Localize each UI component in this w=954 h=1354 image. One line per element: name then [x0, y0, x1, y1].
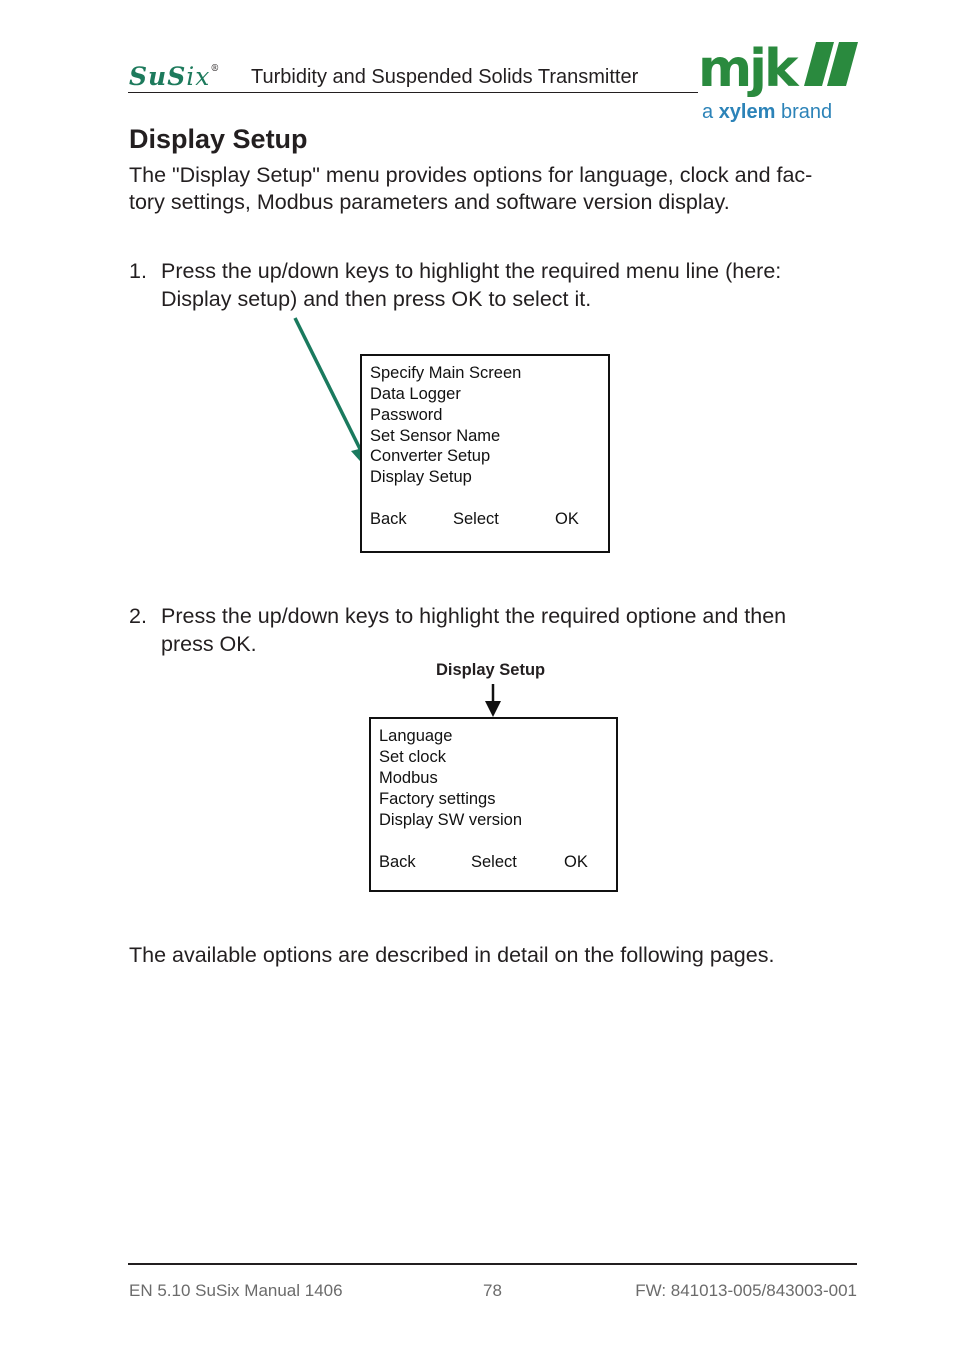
step-text: Press the up/down keys to highlight the required optione and then press OK. — [161, 604, 787, 656]
menu-line: Set Sensor Name — [370, 427, 501, 445]
step-number: 1. — [129, 259, 147, 283]
menu-line-highlighted: Display Setup — [370, 468, 472, 486]
softkey-ok: OK — [564, 853, 588, 871]
susix-logo-bold: SuS — [129, 62, 187, 91]
step-text: Press the up/down keys to highlight the required menu line (here: Display setup) and then press OK to select it. — [161, 259, 782, 311]
menu-line: Modbus — [379, 769, 438, 787]
pointer-arrow-shaft — [295, 318, 363, 455]
footer-firmware: FW: 841013-005/843003-001 — [635, 1281, 857, 1300]
header-rule — [128, 92, 698, 93]
menu-line: Factory settings — [379, 790, 496, 808]
menu-line: Specify Main Screen — [370, 364, 522, 382]
softkey-back: Back — [370, 510, 407, 528]
xylem-tagline — [702, 101, 832, 124]
closing-paragraph: The available options are described in detail on the following pages. — [129, 943, 775, 967]
menu-line: Language — [379, 727, 453, 745]
page-number: 78 — [483, 1281, 502, 1300]
susix-logo — [129, 62, 220, 91]
intro-paragraph: The "Display Setup" menu provides options for language, clock and fac-tory settings, Modbus parameters and software version display. — [129, 163, 813, 214]
mjk-logo — [698, 38, 860, 98]
softkey-select: Select — [453, 510, 499, 528]
section-heading: Display Setup — [129, 124, 308, 154]
tagline-prefix: a — [702, 101, 714, 123]
step-number: 2. — [129, 604, 147, 628]
menu-line: Display SW version — [379, 811, 523, 829]
down-arrow-head — [485, 701, 501, 717]
softkey-back: Back — [379, 853, 416, 871]
submenu-label: Display Setup — [436, 661, 546, 679]
footer-rule — [128, 1263, 857, 1265]
menu-screen-1 — [360, 354, 610, 553]
header-title: Turbidity and Suspended Solids Transmitter — [251, 66, 639, 88]
mjk-logo-text: mjk — [698, 39, 796, 98]
footer-doc-id: EN 5.10 SuSix Manual 1406 — [129, 1281, 343, 1300]
tagline-suffix: brand — [780, 101, 833, 123]
softkey-select: Select — [471, 853, 517, 871]
registered-mark: ® — [210, 64, 221, 74]
menu-screen-2 — [369, 717, 618, 892]
softkey-ok: OK — [555, 510, 579, 528]
down-arrow — [483, 683, 503, 719]
menu-line: Set clock — [379, 748, 446, 766]
menu-line: Password — [370, 406, 443, 424]
susix-logo-thin: ix — [186, 62, 211, 91]
tagline-xylem: xylem — [718, 101, 776, 123]
menu-line: Data Logger — [370, 385, 461, 403]
menu-line: Converter Setup — [370, 447, 491, 465]
